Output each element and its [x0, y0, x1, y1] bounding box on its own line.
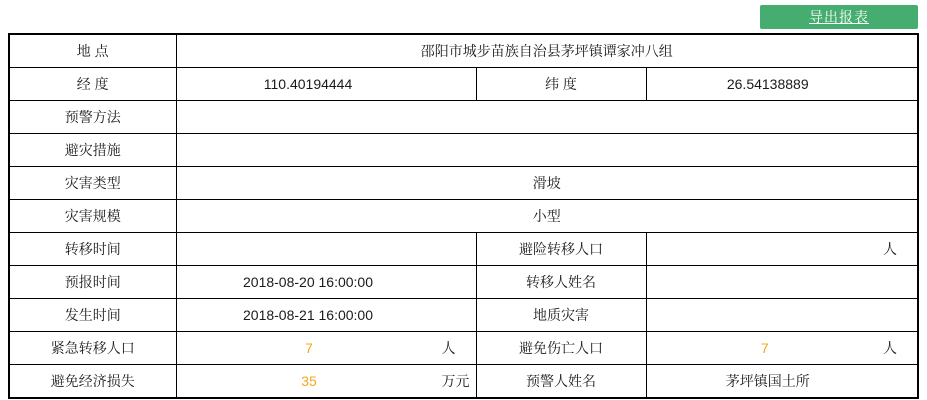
longitude-value: 110.40194444 — [176, 68, 476, 101]
avoided-casualty-population-cell — [646, 332, 918, 365]
disaster-type-value: 滑坡 — [176, 167, 918, 200]
avoidance-measures-label: 避灾措施 — [9, 134, 176, 167]
evacuated-population-unit: 人 — [883, 241, 897, 257]
row-disaster-scale — [9, 200, 918, 233]
export-report-button[interactable]: 导出报表 — [760, 5, 918, 29]
latitude-value: 26.54138889 — [646, 68, 918, 101]
row-transfer-evacuated — [9, 233, 918, 266]
row-coordinates — [9, 68, 918, 101]
warner-name-label: 预警人姓名 — [476, 365, 646, 399]
row-disaster-type — [9, 167, 918, 200]
emergency-transfer-population-cell — [176, 332, 476, 365]
warner-name-value: 茅坪镇国土所 — [646, 365, 918, 399]
disaster-scale-label: 灾害规模 — [9, 200, 176, 233]
row-avoidance-measures — [9, 134, 918, 167]
location-value: 邵阳市城步苗族自治县茅坪镇谭家冲八组 — [176, 34, 918, 68]
longitude-label: 经 度 — [9, 68, 176, 101]
avoided-economic-loss-label: 避免经济损失 — [9, 365, 176, 399]
row-forecast-transferee — [9, 266, 918, 299]
avoided-casualty-population-unit: 人 — [883, 340, 897, 356]
row-emergency-casualties — [9, 332, 918, 365]
avoided-casualty-population-label: 避免伤亡人口 — [476, 332, 646, 365]
forecast-time-value: 2018-08-20 16:00:00 — [176, 266, 476, 299]
disaster-scale-value: 小型 — [176, 200, 918, 233]
warning-method-value — [176, 101, 918, 134]
disaster-type-label: 灾害类型 — [9, 167, 176, 200]
emergency-transfer-population-label: 紧急转移人口 — [9, 332, 176, 365]
evacuated-population-cell — [646, 233, 918, 266]
transfer-time-value — [176, 233, 476, 266]
row-location — [9, 34, 918, 68]
avoided-economic-loss-value: 35 — [301, 373, 317, 389]
avoided-casualty-population-value: 7 — [760, 340, 769, 356]
row-occurrence-geological — [9, 299, 918, 332]
row-warning-method — [9, 101, 918, 134]
occurrence-time-value: 2018-08-21 16:00:00 — [176, 299, 476, 332]
geological-disaster-label: 地质灾害 — [476, 299, 646, 332]
occurrence-time-label: 发生时间 — [9, 299, 176, 332]
avoided-economic-loss-cell — [176, 365, 476, 399]
transferee-name-label: 转移人姓名 — [476, 266, 646, 299]
latitude-label: 纬 度 — [476, 68, 646, 101]
geological-disaster-value — [646, 299, 918, 332]
avoidance-measures-value — [176, 134, 918, 167]
location-label: 地 点 — [9, 34, 176, 68]
warning-method-label: 预警方法 — [9, 101, 176, 134]
transferee-name-value — [646, 266, 918, 299]
evacuated-population-label: 避险转移人口 — [476, 233, 646, 266]
emergency-transfer-population-value: 7 — [305, 340, 313, 356]
row-loss-warner — [9, 365, 918, 399]
emergency-transfer-population-unit: 人 — [441, 340, 456, 356]
disaster-info-table — [8, 33, 919, 399]
avoided-economic-loss-unit: 万元 — [441, 373, 470, 389]
transfer-time-label: 转移时间 — [9, 233, 176, 266]
forecast-time-label: 预报时间 — [9, 266, 176, 299]
